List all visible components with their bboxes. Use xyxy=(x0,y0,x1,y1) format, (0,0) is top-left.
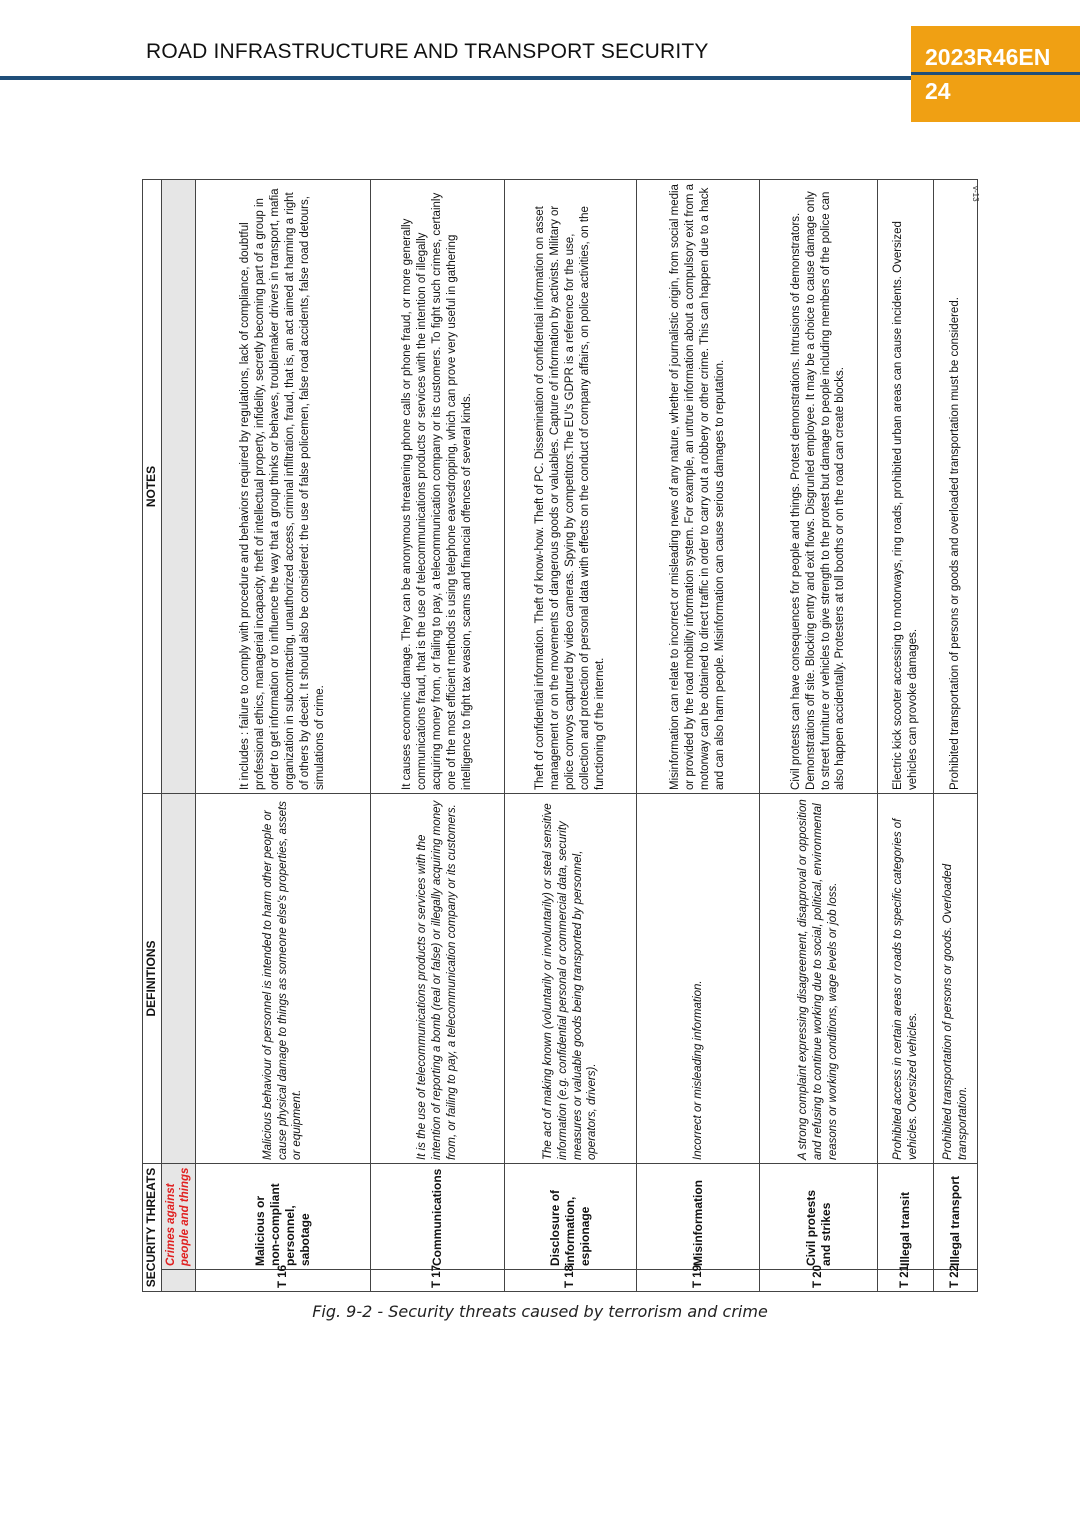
table-row-t17 xyxy=(371,179,505,1291)
header-rule xyxy=(0,76,911,80)
rotated-table-frame xyxy=(142,180,998,1292)
threat-definition: Prohibited transportation of persons or goods. Overloaded transportation. xyxy=(934,793,978,1163)
threat-definition: Incorrect or misleading information. xyxy=(637,793,760,1163)
threat-notes: Civil protests can have consequences for people and things. Protest demonstrations. Intrusions of demonstrators. Demonstrations off site. Blocking entry and exit flows. Disgrunled employee. It may be a choice to cause damage only to street furniture or vehicles to give strength to the protest but damage to people including members of the police can also happen accidentally. Protesters at toll booths or on the road can create blocks. xyxy=(760,179,878,793)
code-box-divider xyxy=(911,72,1080,75)
threat-code: T 19 xyxy=(637,1270,760,1292)
threat-definition: Malicious behaviour of personnel is intended to harm other people or cause physical damage to things as someone else's properties, assets or equipment. xyxy=(196,793,371,1163)
table-row-t18 xyxy=(505,179,637,1291)
col-header-definitions: DEFINITIONS xyxy=(143,793,162,1163)
report-code: 2023R46EN xyxy=(925,44,1051,70)
category-notes-empty xyxy=(162,179,196,793)
threat-notes: Theft of confidential information. Theft of know-how. Theft of PC. Dissemination of confidential information on asset management or on the movements of dangerous goods or valuables. Capture of information by activists. Military or police convoys captured by video cameras. Spying by competitors.The EU's GDPR is a reference for the use, collection and protection of personal data with effects on the conduct of company affairs, on police activities, on the functioning of the internet. xyxy=(505,179,637,793)
threat-notes: It causes economic damage. They can be anonymous threatening phone calls or phone fraud, or more generally communications fraud, that is the use of telecommunications products or services with the intention of illegally acquiring money from, or failing to pay, a telecommunication company or its customers. To fight such crimes, certainly one of the most efficient methods is using telephone eavesdropping, which can prove very useful in gathering intelligence to fight tax evasion, scams and financial offences of several kinds. xyxy=(371,179,505,793)
report-code-box xyxy=(911,26,1080,122)
category-spacer xyxy=(162,1270,196,1292)
threat-notes: Prohibited transportation of persons or goods and overloaded transportation must be considered. xyxy=(934,179,978,793)
threat-notes: It includes : failure to comply with procedure and behaviors required by regulations, lack of compliance, doubtful professional ethics, managerial incapacity, theft of intellectual property, infidelity, secretly becoming part of a group in order to get information or to influence the way that a group thinks or behaves, troublemaker drivers in transport, mafia organization in subcontracting, unauthorized access, criminal infiltration, fraud, that is, an act aimed at harming a right of others by deceit. It should also be considered: the use of false policemen, false road accidents, false road detours, simulations of crime. xyxy=(196,179,371,793)
table-row-t21 xyxy=(878,179,934,1291)
col-header-notes: NOTES xyxy=(143,179,162,793)
col-header-threats: SECURITY THREATS xyxy=(143,1163,162,1291)
threat-name: Malicious or non-compliant personnel, sabotage xyxy=(196,1163,371,1269)
threat-name: Illegal transit xyxy=(878,1163,934,1269)
threat-name: Misinformation xyxy=(637,1163,760,1269)
page-number: 24 xyxy=(925,78,951,104)
category-row xyxy=(162,179,196,1291)
threat-name: Civil protests and strikes xyxy=(760,1163,878,1269)
table-row-t22 xyxy=(934,179,978,1291)
category-definition-empty xyxy=(162,793,196,1163)
document-title: ROAD INFRASTRUCTURE AND TRANSPORT SECURITY xyxy=(146,40,709,63)
table-row-t16 xyxy=(196,179,371,1291)
threat-code: T 22 xyxy=(934,1270,978,1292)
threat-definition: A strong complaint expressing disagreement, disapproval or opposition and refusing to continue working due to social, political, environmental reasons or working conditions, wage levels or job loss. xyxy=(760,793,878,1163)
threat-definition: It is the use of telecommunications products or services with the intention of reporting a bomb (real or false) or illegally acquiring money from, or failing to pay, a telecommunication company or its customers. xyxy=(371,793,505,1163)
threat-code: T 18 xyxy=(505,1270,637,1292)
rotated-table-area xyxy=(142,180,998,1292)
threat-code: T 17 xyxy=(371,1270,505,1292)
category-cell xyxy=(162,1163,196,1269)
category-label: Crimes against people and things xyxy=(165,1167,191,1266)
threat-notes: Misinformation can relate to incorrect or misleading news of any nature, whether of journalistic origin, from social media or provided by the road mobility information system. For example, an untrue information about a compulsory exit from a motorway can be obtained to direct traffic in order to carry out a robbery or other crime. This can happen due to a hack and can also harm people. Misinformation can cause serious damages to reputation. xyxy=(637,179,760,793)
threat-definition: Prohibited access in certain areas or roads to specific categories of vehicles. Oversized vehicles. xyxy=(878,793,934,1163)
table-row-t20 xyxy=(760,179,878,1291)
threat-code: T 16 xyxy=(196,1270,371,1292)
threat-notes: Electric kick scooter accessing to motorways, ring roads, prohibited urban areas can cause incidents. Oversized vehicles can provoke damages. xyxy=(878,179,934,793)
threat-code: T 20 xyxy=(760,1270,878,1292)
threat-name: Disclosure of information, espionage xyxy=(505,1163,637,1269)
security-threats-table xyxy=(142,179,978,1292)
figure-caption: Fig. 9-2 - Security threats caused by terrorism and crime xyxy=(312,1302,768,1321)
table-row-t19 xyxy=(637,179,760,1291)
threat-code: T 21 xyxy=(878,1270,934,1292)
threat-name: Communications xyxy=(371,1163,505,1269)
threat-definition: The act of making known (voluntarily or involuntarily) or steal sensitive information (e.g. confidential personal or commercial data, security measures or valuable goods being transported by personnel, operators, drivers). xyxy=(505,793,637,1163)
table-header-row xyxy=(143,179,162,1291)
version-tag: v-13 xyxy=(971,186,980,202)
threat-name: Illegal transport xyxy=(934,1163,978,1269)
